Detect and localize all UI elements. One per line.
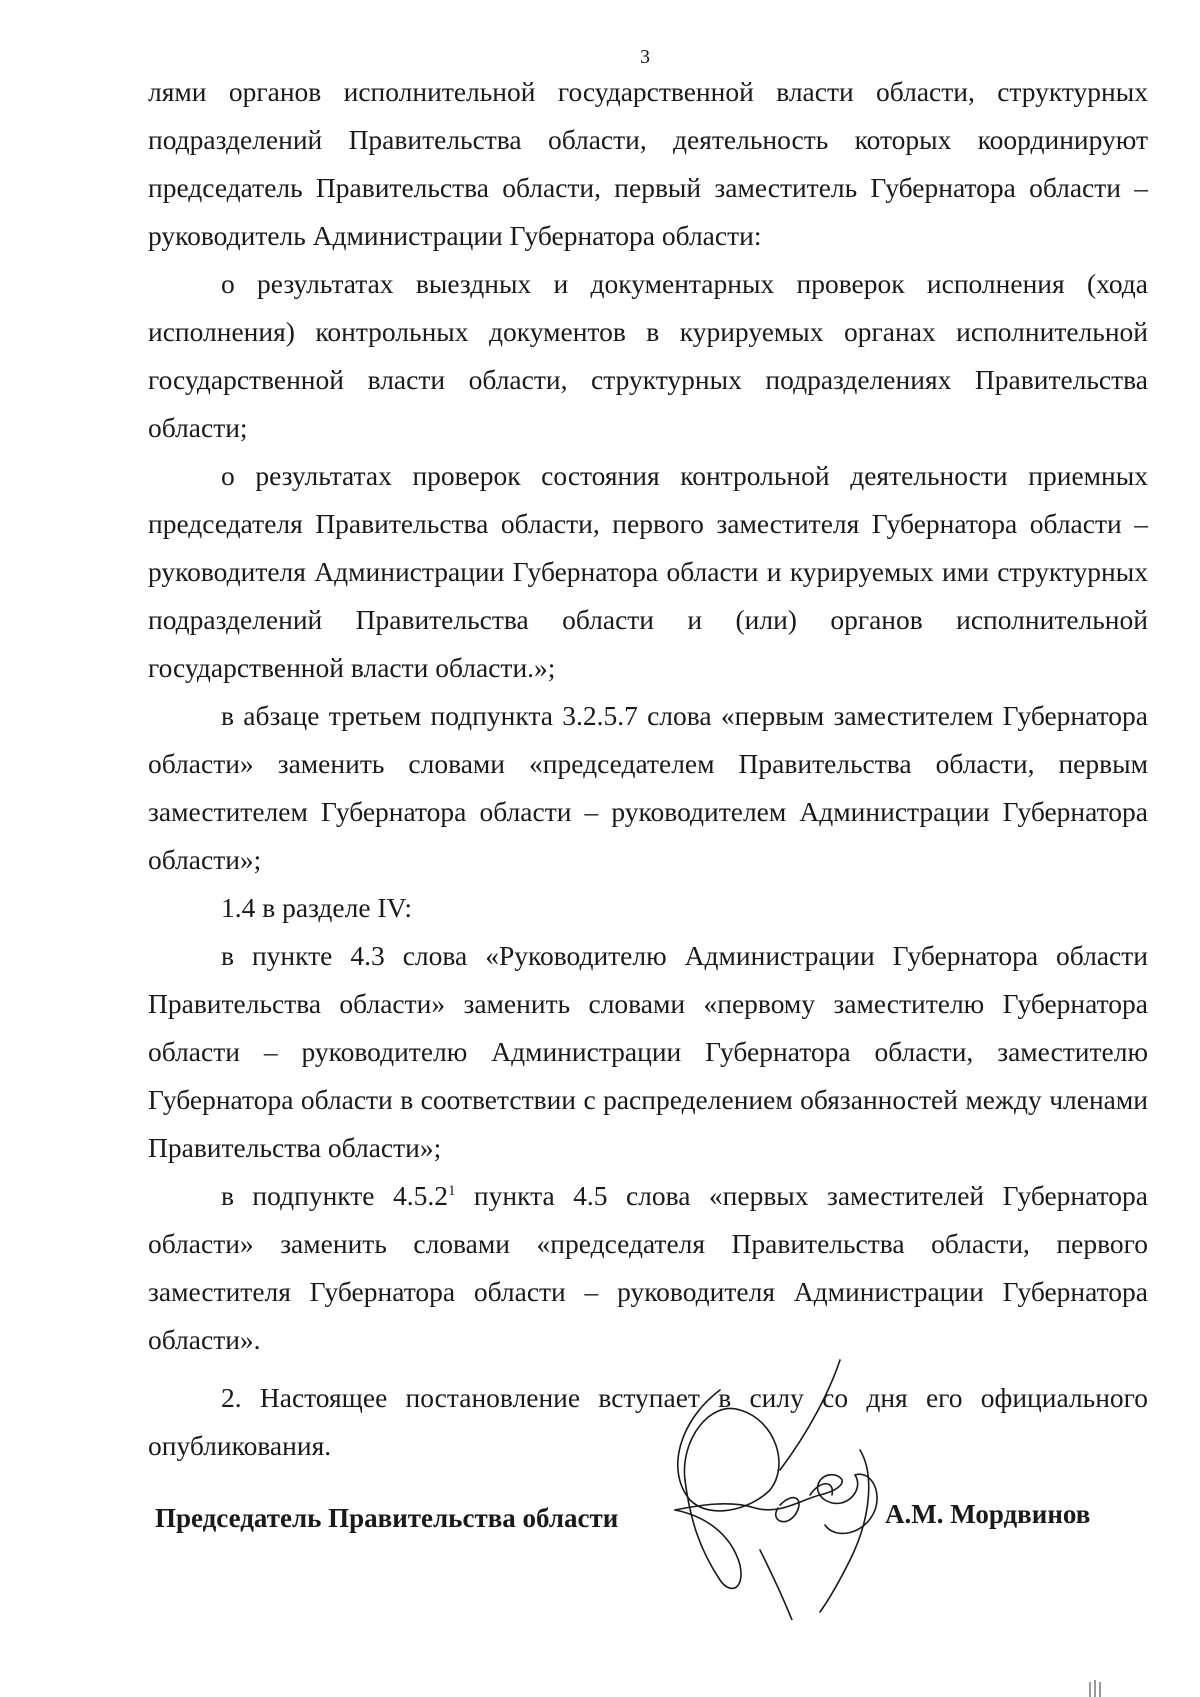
- signature-block: [155, 1499, 1105, 1543]
- paragraph-text-end: пункта 4.5 слова «первых заместителей Губернатора области» заменить словами «председателя Правительства области, первого заместителя Губернатора области – руководителя Администрации Губернатора области».: [148, 1180, 1148, 1355]
- spacer: [148, 1364, 1148, 1374]
- paragraph: о результатах выездных и документарных проверок исполнения (хода исполнения) контрольных документов в курируемых органах исполнительной государственной власти области, структурных подразделениях Правительства области;: [148, 268, 1148, 443]
- scan-edge-marks: [1088, 1678, 1128, 1697]
- handwritten-signature: [660, 1350, 920, 1620]
- paragraph: в абзаце третьем подпункта 3.2.5.7 слова «первым заместителем Губернатора области» заменить словами «председателем Правительства области, первым заместителем Губернатора области – руководителем Администрации Губернатора области»;: [148, 700, 1148, 875]
- paragraph: 2. Настоящее постановление вступает в силу со дня его официального опубликования.: [148, 1382, 1148, 1461]
- page-number: 3: [640, 46, 650, 68]
- paragraph: лями органов исполнительной государственной власти области, структурных подразделений Правительства области, деятельность которых координируют председатель Правительства области, первый заместитель Губернатора области – руководитель Администрации Губернатора области:: [148, 76, 1148, 251]
- paragraph: [148, 1172, 1148, 1364]
- paragraph: в пункте 4.3 слова «Руководителю Администрации Губернатора области Правительства области» заменить словами «первому заместителю Губернатора области – руководителю Администрации Губернатора области, заместителю Губернатора области в соответствии с распределением обязанностей между членами Правительства области»;: [148, 940, 1148, 1163]
- signer-name: А.М. Мордвинов: [885, 1499, 1091, 1529]
- paragraph: о результатах проверок состояния контрольной деятельности приемных председателя Правительства области, первого заместителя Губернатора области – руководителя Администрации Губернатора области и курируемых ими структурных подразделений Правительства области и (или) органов исполнительной государственной власти области.»;: [148, 460, 1148, 683]
- paragraph: 1.4 в разделе IV:: [221, 892, 413, 923]
- superscript: 1: [447, 1182, 456, 1199]
- paragraph-text-start: в подпункте 4.5.2: [221, 1180, 448, 1211]
- document-body: [148, 68, 1148, 1470]
- signer-title: Председатель Правительства области: [155, 1503, 619, 1533]
